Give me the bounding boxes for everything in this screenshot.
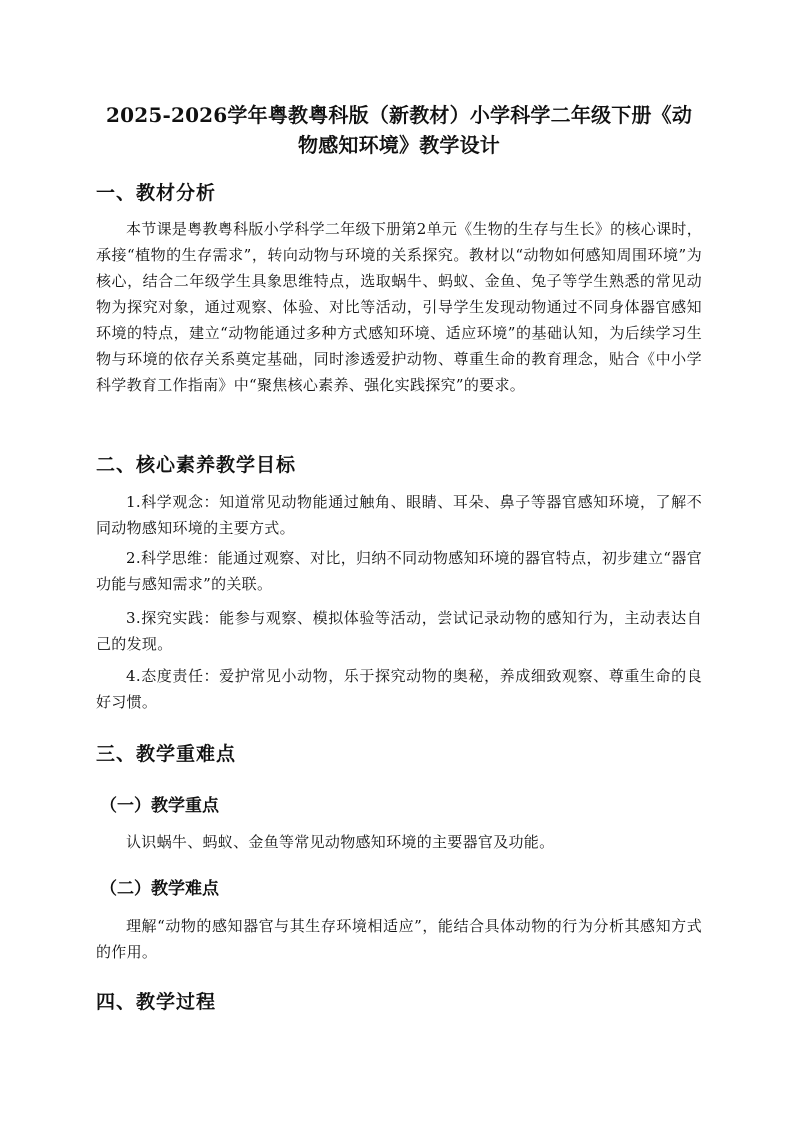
teaching-focus-text: 认识蜗牛、蚂蚁、金鱼等常见动物感知环境的主要器官及功能。 [126,833,555,851]
section-heading-teaching-goals: 二、核心素养教学目标 [96,454,297,476]
section-heading-key-difficult-points: 三、教学重难点 [96,743,237,765]
subheading-teaching-difficulty: （二）教学难点 [100,879,219,899]
document-title: 2025-2026学年粤教粤科版（新教材）小学科学二年级下册《动物感知环境》教学设计 [105,103,693,157]
section-heading-textbook-analysis: 一、教材分析 [96,182,217,204]
goal-item: 1.科学观念：知道常见动物能通过触角、眼睛、耳朵、鼻子等器官感知环境，了解不同动物感知环境的主要方式。 [96,493,702,537]
goal-item: 4.态度责任：爱护常见小动物，乐于探究动物的奥秘，养成细致观察、尊重生命的良好习惯。 [96,667,702,711]
goal-item: 2.科学思维：能通过观察、对比，归纳不同动物感知环境的器官特点，初步建立“器官功能与感知需求”的关联。 [96,549,702,593]
section-heading-teaching-process: 四、教学过程 [96,991,217,1013]
subheading-teaching-focus: （一）教学重点 [100,796,219,816]
goal-item: 3.探究实践：能参与观察、模拟体验等活动，尝试记录动物的感知行为，主动表达自己的发现。 [96,609,702,653]
teaching-difficulty-text: 理解“动物的感知器官与其生存环境相适应”，能结合具体动物的行为分析其感知方式的作用。 [96,917,702,961]
textbook-analysis-paragraph: 本节课是粤教粤科版小学科学二年级下册第2单元《生物的生存与生长》的核心课时，承接“植物的生存需求”，转向动物与环境的关系探究。教材以“动物如何感知周围环境”为核心，结合二年级学生具象思维特点，选取蜗牛、蚂蚁、金鱼、兔子等学生熟悉的常见动物为探究对象，通过观察、体验、对比等活动，引导学生发现动物通过不同身体器官感知环境的特点，建立“动物能通过多种方式感知环境、适应环境”的基础认知，为后续学习生物与环境的依存关系奠定基础，同时渗透爱护动物、尊重生命的教育理念，贴合《中小学科学教育工作指南》中“聚焦核心素养、强化实践探究”的要求。 [96,220,702,394]
